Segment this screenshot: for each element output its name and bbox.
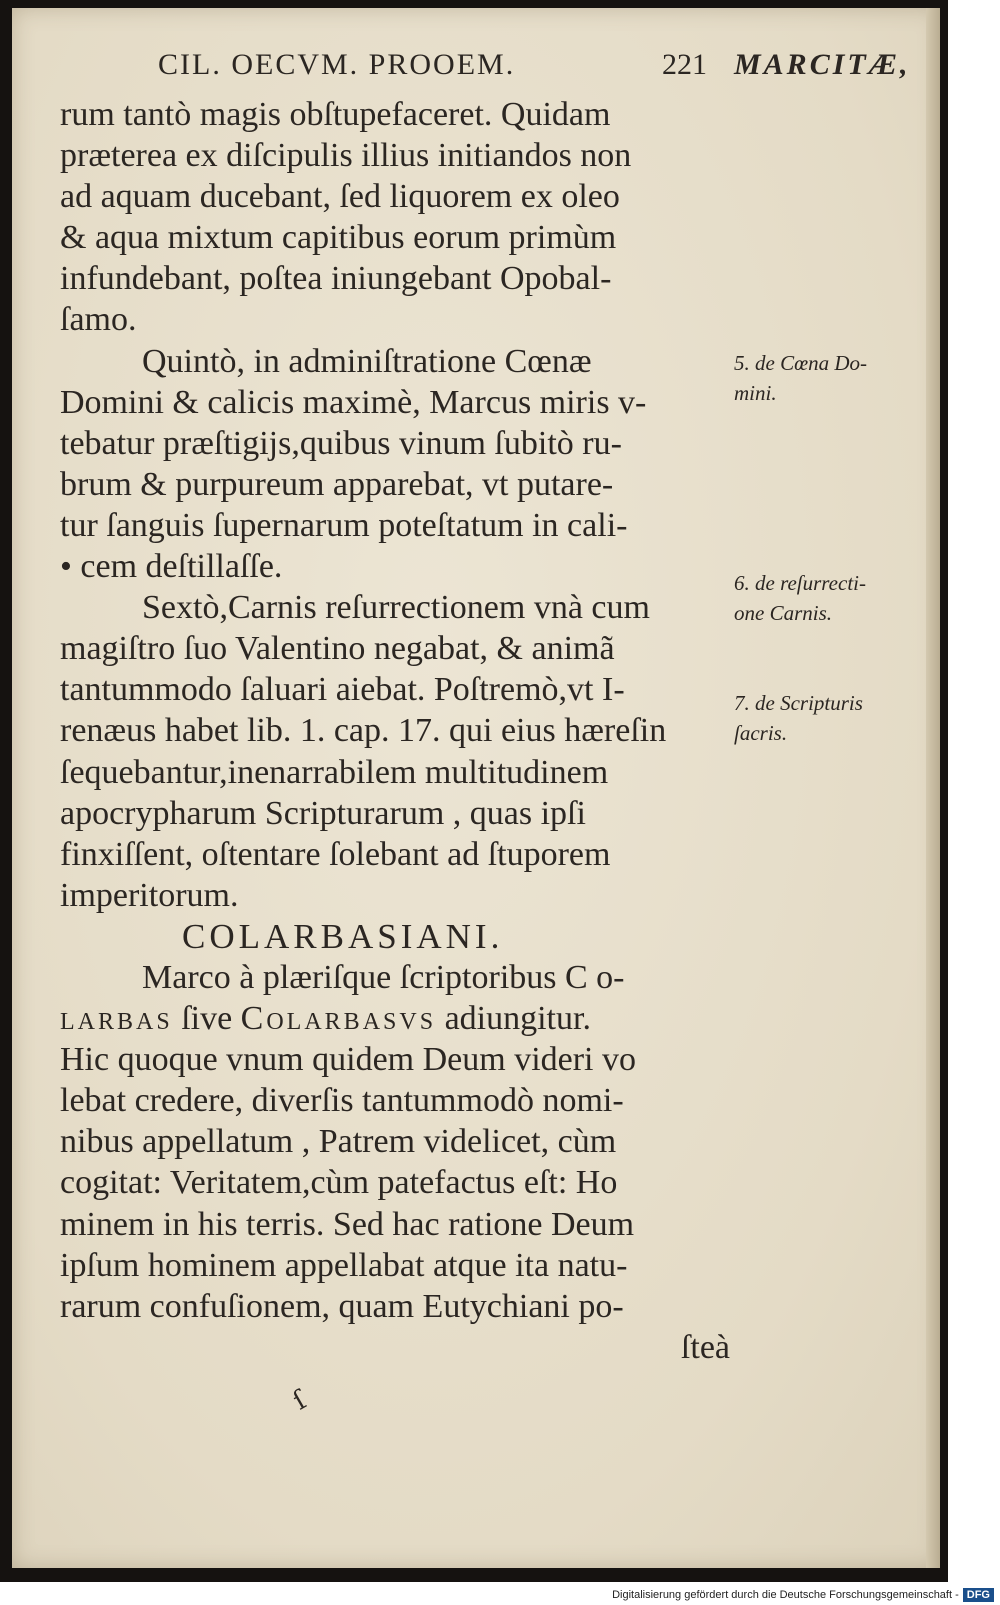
name-colarbas: larbas [60, 1000, 173, 1038]
page-number: 221 [662, 48, 707, 81]
text-line: minem in his terris. Sed hac ratione Deum [60, 1205, 635, 1243]
text-line: tebatur præſtigijs,quibus vinum ſubitò ru- [60, 424, 622, 462]
marginal-note-7 [734, 688, 944, 748]
marginal-note-line: 5. de Cœna Do- [734, 351, 867, 375]
marginal-note-5 [734, 348, 944, 408]
text-fragment: adiungitur. [436, 1000, 591, 1038]
digitization-credit [612, 1588, 994, 1602]
text-line: nibus appellatum , Patrem videlicet, cùm [60, 1123, 617, 1161]
marginal-note-6 [734, 568, 944, 628]
text-fragment: ſive [172, 1000, 241, 1038]
running-head-title: CIL. OECVM. PROOEM. [158, 48, 516, 81]
text-line: tantummodo ſaluari aiebat. Poſtremò,vt I- [60, 671, 625, 709]
running-head [12, 48, 940, 88]
text-line: cogitat: Veritatem,cùm patefactus eſt: Ho [60, 1164, 618, 1202]
text-line: & aqua mixtum capitibus eorum primùm [60, 219, 617, 257]
dfg-logo: DFG [963, 1588, 994, 1602]
name-colarbasus: Colarbasvs [240, 1000, 437, 1038]
text-line: ſamo. [60, 301, 137, 339]
ink-flourish: ſ [288, 1385, 312, 1417]
text-line-paragraph-start: Marco à plæriſque ſcriptoribus C o- [142, 958, 625, 996]
marginal-note-line: 6. de reſurrecti- [734, 571, 866, 595]
text-line-names [60, 998, 740, 1039]
text-line: rarum confuſionem, quam Eutychiani po- [60, 1287, 624, 1325]
text-line-paragraph-start: Quintò, in adminiſtratione Cœnæ [142, 342, 592, 380]
text-line: rum tantò magis obſtupefaceret. Quidam [60, 96, 611, 133]
text-line: tur ſanguis ſupernarum poteſtatum in cali- [60, 506, 628, 544]
marginal-note-line: one Carnis. [734, 601, 833, 625]
text-line-paragraph-start: Sextò,Carnis reſurrectionem vnà cum [142, 589, 650, 627]
text-line: brum & purpureum apparebat, vt putare- [60, 465, 614, 503]
marginal-note-line: mini. [734, 381, 777, 405]
marginal-note-line: 7. de Scripturis [734, 691, 863, 715]
running-head-right: MARCITÆ, [734, 48, 911, 81]
main-text-block [60, 94, 740, 1368]
text-line: • cem deſtillaſſe. [60, 548, 283, 586]
text-line: Hic quoque vnum quidem Deum videri vo [60, 1041, 637, 1079]
text-line: ſequebantur,inenarrabilem multitudinem [60, 753, 609, 791]
credit-text: Digitalisierung gefördert durch die Deutsche Forschungsgemeinschaft - [612, 1589, 959, 1601]
text-line: lebat credere, diverſis tantummodò nomi- [60, 1082, 624, 1120]
text-line: magiſtro ſuo Valentino negabat, & animã [60, 630, 615, 668]
section-heading: COLARBASIANI. [182, 916, 504, 956]
catchword: ſteà [680, 1328, 730, 1366]
text-line: ad aquam ducebant, ſed liquorem ex oleo [60, 178, 620, 216]
text-line: renæus habet lib. 1. cap. 17. qui eius hæreſin [60, 712, 667, 750]
text-line: infundebant, poſtea iniungebant Opobal- [60, 260, 612, 298]
text-line: apocrypharum Scripturarum , quas ipſi [60, 794, 586, 832]
page-edge [926, 8, 940, 1568]
book-page [12, 8, 940, 1568]
text-line: ipſum hominem appellabat atque ita natu- [60, 1246, 628, 1284]
marginal-note-line: ſacris. [734, 721, 788, 745]
text-line: Domini & calicis maximè, Marcus miris v- [60, 383, 647, 421]
text-line: finxiſſent, oſtentare ſolebant ad ſtuporem [60, 835, 611, 873]
text-line: imperitorum. [60, 876, 239, 914]
text-line: præterea ex diſcipulis illius initiandos non [60, 137, 632, 175]
